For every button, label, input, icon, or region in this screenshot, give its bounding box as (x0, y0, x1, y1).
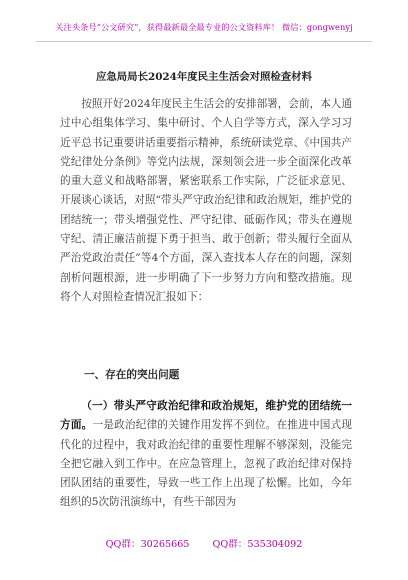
footer-contacts (0, 536, 408, 550)
section-heading: 一、存在的突出问题 (84, 369, 180, 381)
header-banner: 关注头条号“公文研究”，获得最新最全最专业的公文资料库！ 微信：gongwenyj (55, 22, 353, 32)
subsection-lead: （一）带头严守政治纪律和政治规矩，维护党的团结统一方面。 (60, 400, 352, 432)
intro-paragraph: 按照开好2024年度民主生活会的安排部署，会前，本人通过中心组集体学习、集中研讨、个人自学等方式，深入学习习近平总书记重要讲话重要指示精神，系统研读党章、《中国共产党纪律处分条例》等党内法规，深刻领会进一步全面深化改革的重大意义和战略部署，紧密联系工作实际，广泛征求意见、开展谈心谈话，对照“带头严守政治纪律和政治规矩，维护党的团结统一；带头增强党性、严守纪律、砥砺作风；带头在遵规守纪、清正廉洁前提下勇于担当、敢于创新；带头履行全面从严治党政治责任”等4个方面，深入查找本人存在的问题，深刻剖析问题根源，进一步明确了下一步努力方向和整改措施。现将个人对照检查情况汇报如下： (60, 98, 352, 303)
subsection-body: 一是政治纪律的关键作用发挥不到位。在推进中国式现代化的过程中，我对政治纪律的重要性理解不够深刻，没能完全把它融入到工作中。在应急管理上，忽视了政治纪律对保持团队团结的重要性，导致一些工作上出现了松懈。比如，今年组织的5次防汛演练中，有些干部因为 (60, 419, 353, 509)
footer-qq-group-1: QQ群：30265665 (105, 539, 190, 550)
header-divider (36, 41, 372, 42)
subsection-paragraph (60, 397, 352, 513)
footer-qq-group-2: QQ群：535304092 (212, 539, 303, 550)
document-title: 应急局局长2024年度民主生活会对照检查材料 (96, 71, 312, 83)
